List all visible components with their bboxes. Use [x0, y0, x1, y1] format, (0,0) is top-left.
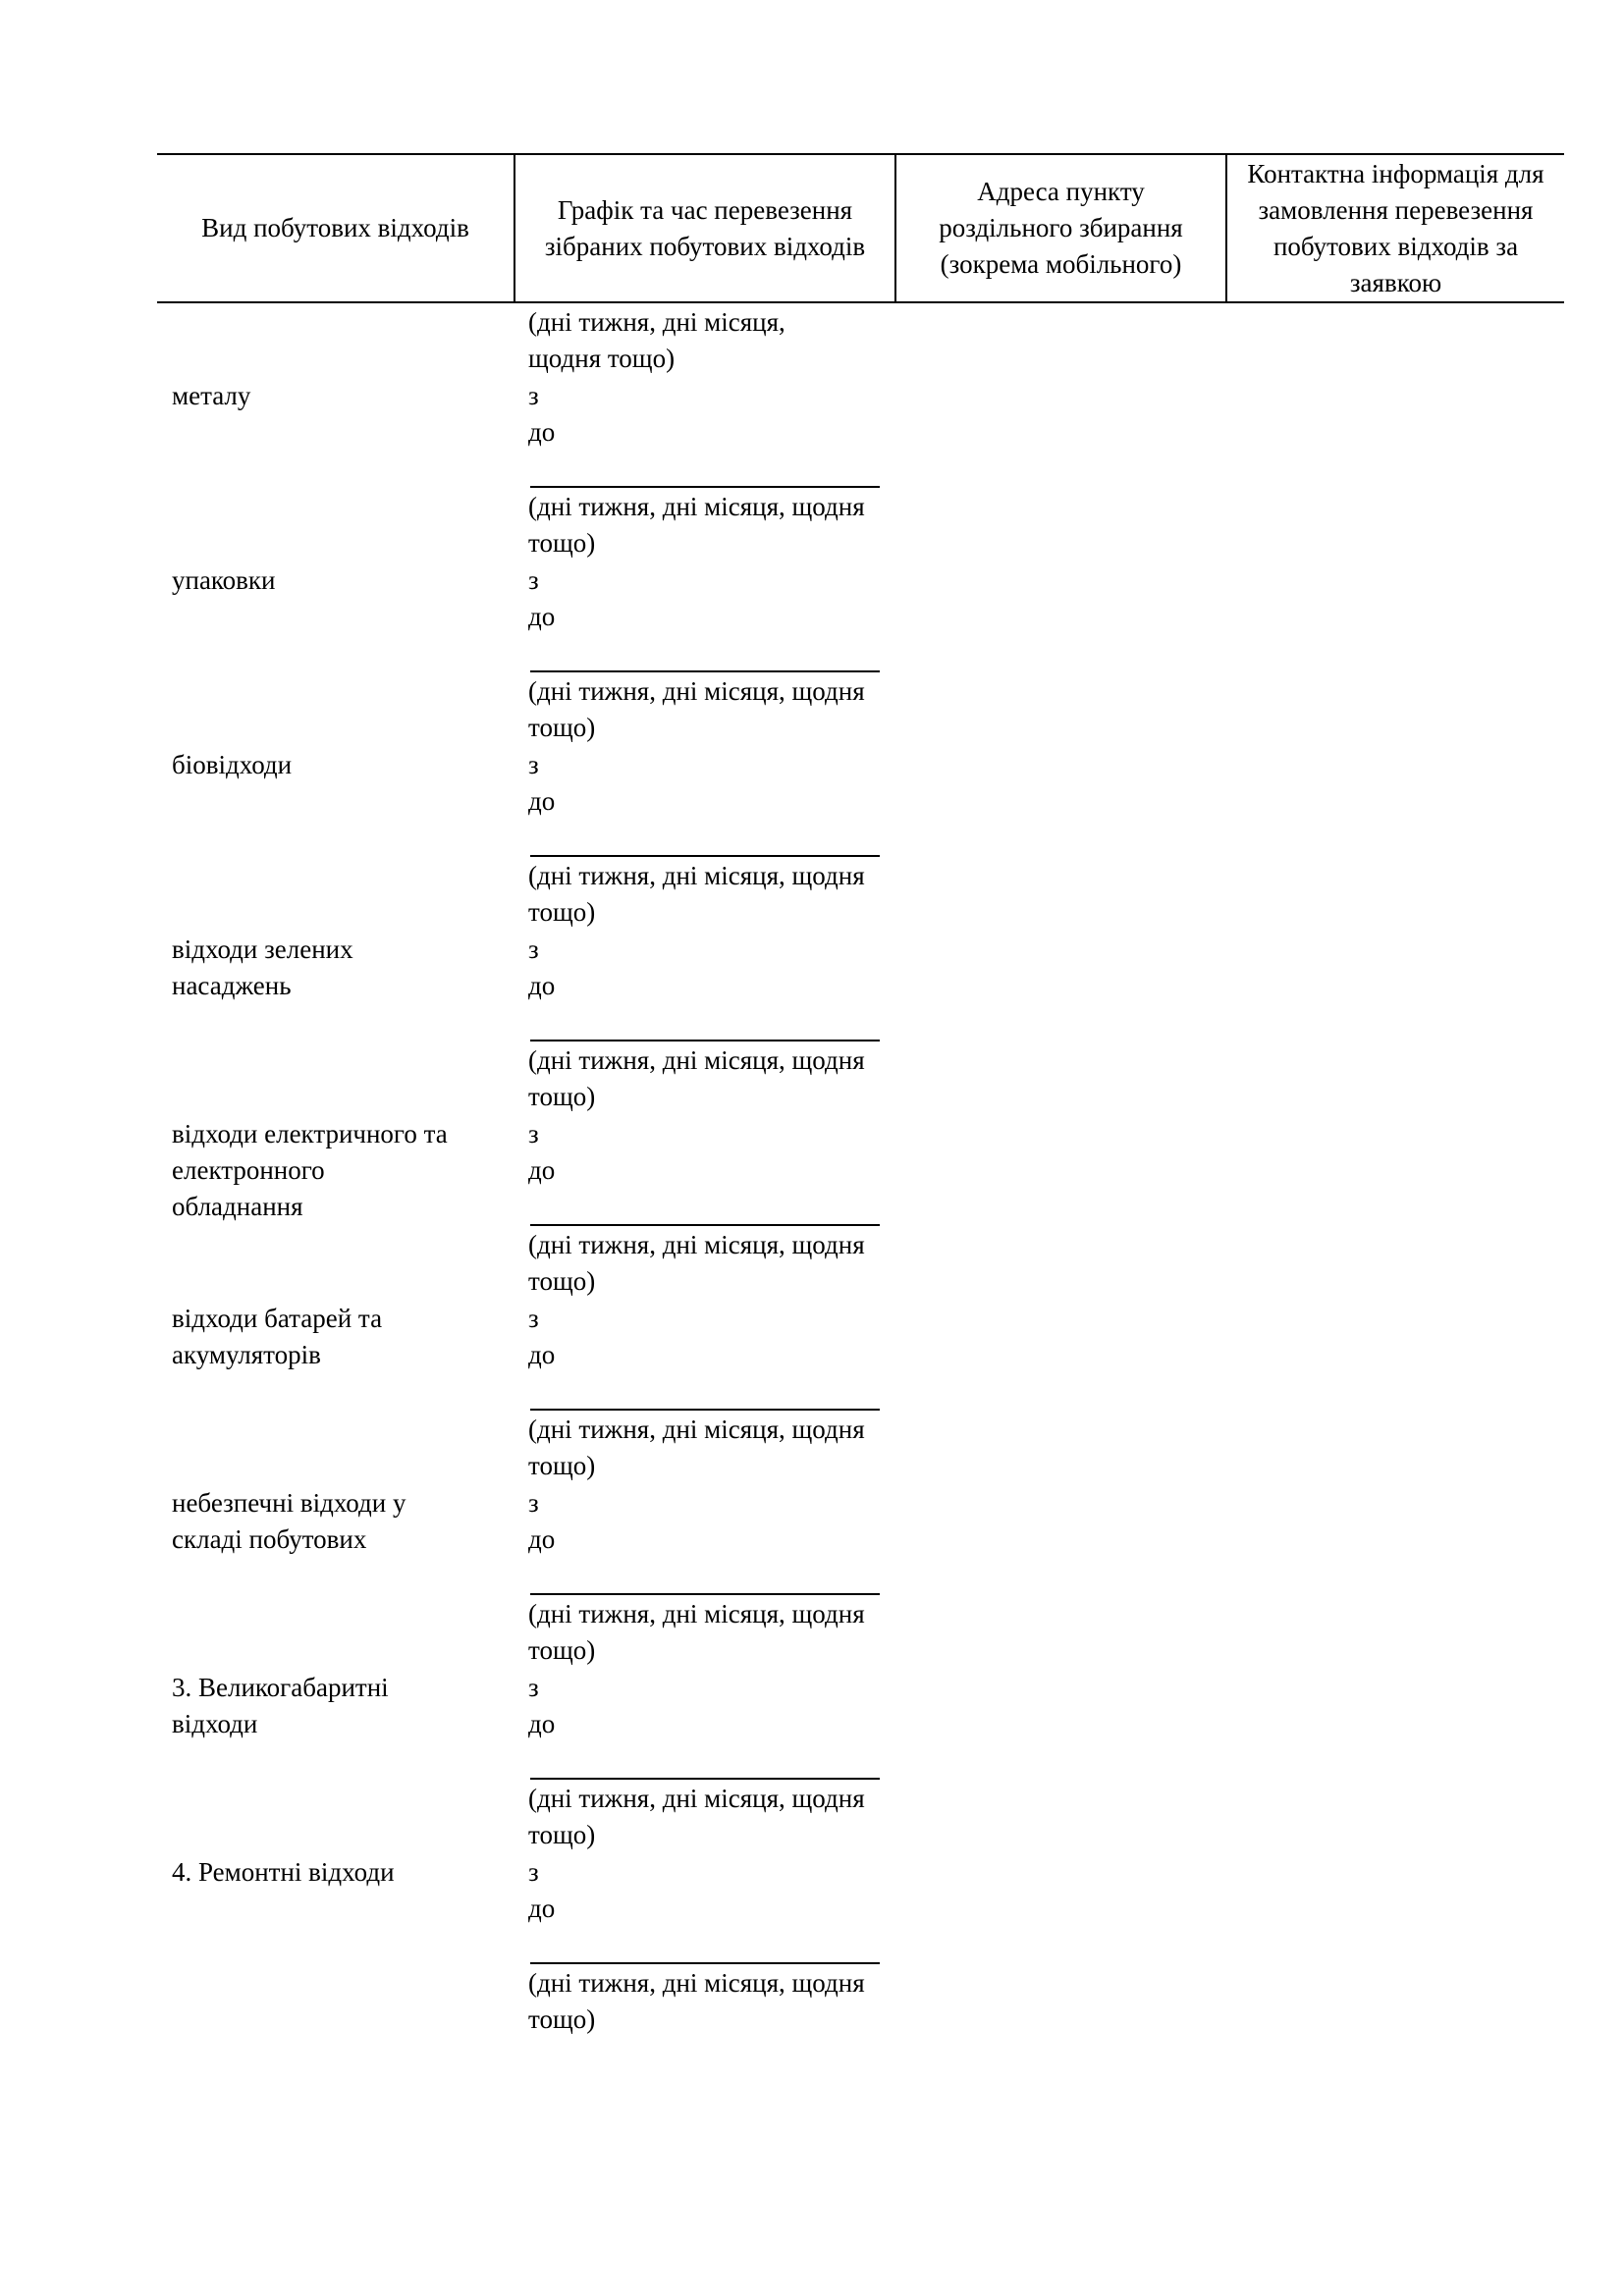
waste-type-cell — [172, 1485, 406, 1558]
schedule-note-line-2: тощо) — [528, 1451, 596, 1480]
header-contact-text: Контактна інформація для замовлення перевезення побутових відходів за заявкою — [1247, 158, 1544, 297]
waste-type-line: складі побутових — [172, 1524, 367, 1554]
schedule-note-line-2: тощо) — [528, 1266, 596, 1296]
blank-fill-line — [530, 486, 880, 488]
waste-type-cell — [172, 747, 292, 783]
waste-type-cell — [172, 1116, 448, 1225]
waste-type-cell — [172, 562, 276, 599]
schedule-note-line-1: (дні тижня, дні місяця, щодня — [528, 1045, 865, 1075]
waste-type-line: відходи — [172, 1709, 258, 1738]
schedule-note — [528, 858, 865, 931]
schedule-note — [528, 1596, 865, 1669]
schedule-note-line-1: (дні тижня, дні місяця, щодня — [528, 861, 865, 890]
schedule-note — [528, 489, 865, 561]
schedule-note — [528, 1781, 865, 1853]
to-label: до — [528, 1709, 556, 1738]
header-address-text: Адреса пункту роздільного збирання (зокрема мобільного) — [939, 177, 1183, 279]
header-address — [896, 153, 1225, 303]
schedule-note-line-1: (дні тижня, дні місяця, щодня — [528, 1415, 865, 1444]
from-label: з — [528, 934, 539, 964]
schedule-note — [528, 1412, 865, 1484]
to-label: до — [528, 1894, 556, 1923]
schedule-note — [528, 1042, 865, 1115]
waste-type-line: акумуляторів — [172, 1340, 321, 1369]
to-label: до — [528, 1524, 556, 1554]
schedule-note — [528, 673, 865, 746]
blank-fill-line — [530, 1040, 880, 1041]
waste-type-line: 3. Великогабаритні — [172, 1673, 389, 1702]
schedule-note-line-2: тощо) — [528, 528, 596, 558]
waste-type-line: відходи електричного та — [172, 1119, 448, 1148]
schedule-note-line-2: тощо) — [528, 713, 596, 742]
to-label: до — [528, 602, 556, 631]
blank-fill-line — [530, 1593, 880, 1595]
from-label: з — [528, 1119, 539, 1148]
schedule-note-line-1: (дні тижня, дні місяця, щодня — [528, 676, 865, 706]
to-label: до — [528, 417, 556, 447]
header-schedule-text: Графік та час перевезення зібраних побутових відходів — [544, 194, 866, 261]
waste-type-cell — [172, 1670, 389, 1742]
from-label: з — [528, 565, 539, 595]
waste-type-line: небезпечні відходи у — [172, 1488, 406, 1518]
schedule-note-line-2: тощо) — [528, 1635, 596, 1665]
waste-type-line: 4. Ремонтні відходи — [172, 1857, 395, 1887]
blank-fill-line — [530, 670, 880, 672]
from-label: з — [528, 1304, 539, 1333]
first-schedule-note — [528, 304, 785, 377]
schedule-note-line-1: (дні тижня, дні місяця, щодня — [528, 1784, 865, 1813]
waste-type-cell — [172, 932, 353, 1004]
waste-type-line: упаковки — [172, 565, 276, 595]
blank-fill-line — [530, 1224, 880, 1226]
to-label: до — [528, 971, 556, 1000]
to-label: до — [528, 786, 556, 816]
schedule-note-line-1: (дні тижня, дні місяця, щодня — [528, 1599, 865, 1629]
to-label: до — [528, 1340, 556, 1369]
header-contact — [1227, 153, 1564, 303]
header-waste-type — [157, 153, 514, 303]
blank-fill-line — [530, 1962, 880, 1964]
schedule-note-line-1: (дні тижня, дні місяця, щодня — [528, 492, 865, 521]
schedule-note-line-1: (дні тижня, дні місяця, щодня — [528, 1230, 865, 1259]
from-label: з — [528, 1857, 539, 1887]
schedule-note-line-2: тощо) — [528, 1082, 596, 1111]
schedule-note-line-1: (дні тижня, дні місяця, щодня — [528, 1968, 865, 1998]
blank-fill-line — [530, 855, 880, 857]
waste-type-line: насаджень — [172, 971, 292, 1000]
from-label: з — [528, 1488, 539, 1518]
schedule-note-line-2: тощо) — [528, 2004, 596, 2034]
from-label: з — [528, 1673, 539, 1702]
schedule-note — [528, 1227, 865, 1300]
to-label: до — [528, 1155, 556, 1185]
blank-fill-line — [530, 1409, 880, 1411]
schedule-note — [528, 1965, 865, 2038]
from-label: з — [528, 750, 539, 779]
waste-type-line: електронного — [172, 1155, 325, 1185]
waste-type-cell — [172, 378, 250, 414]
waste-type-line: металу — [172, 381, 251, 410]
blank-fill-line — [530, 1778, 880, 1780]
header-waste-type-text: Вид побутових відходів — [201, 213, 469, 242]
waste-type-cell — [172, 1854, 395, 1891]
schedule-note-line-2: тощо) — [528, 1820, 596, 1849]
schedule-note-line-2: тощо) — [528, 897, 596, 927]
waste-type-line: біовідходи — [172, 750, 293, 779]
first-note-line-2: щодня тощо) — [528, 344, 676, 373]
waste-type-line: відходи батарей та — [172, 1304, 383, 1333]
header-schedule — [515, 153, 894, 303]
waste-type-line: обладнання — [172, 1192, 303, 1221]
first-note-line-1: (дні тижня, дні місяця, — [528, 307, 785, 337]
waste-type-line: відходи зелених — [172, 934, 353, 964]
waste-type-cell — [172, 1301, 382, 1373]
from-label: з — [528, 381, 539, 410]
